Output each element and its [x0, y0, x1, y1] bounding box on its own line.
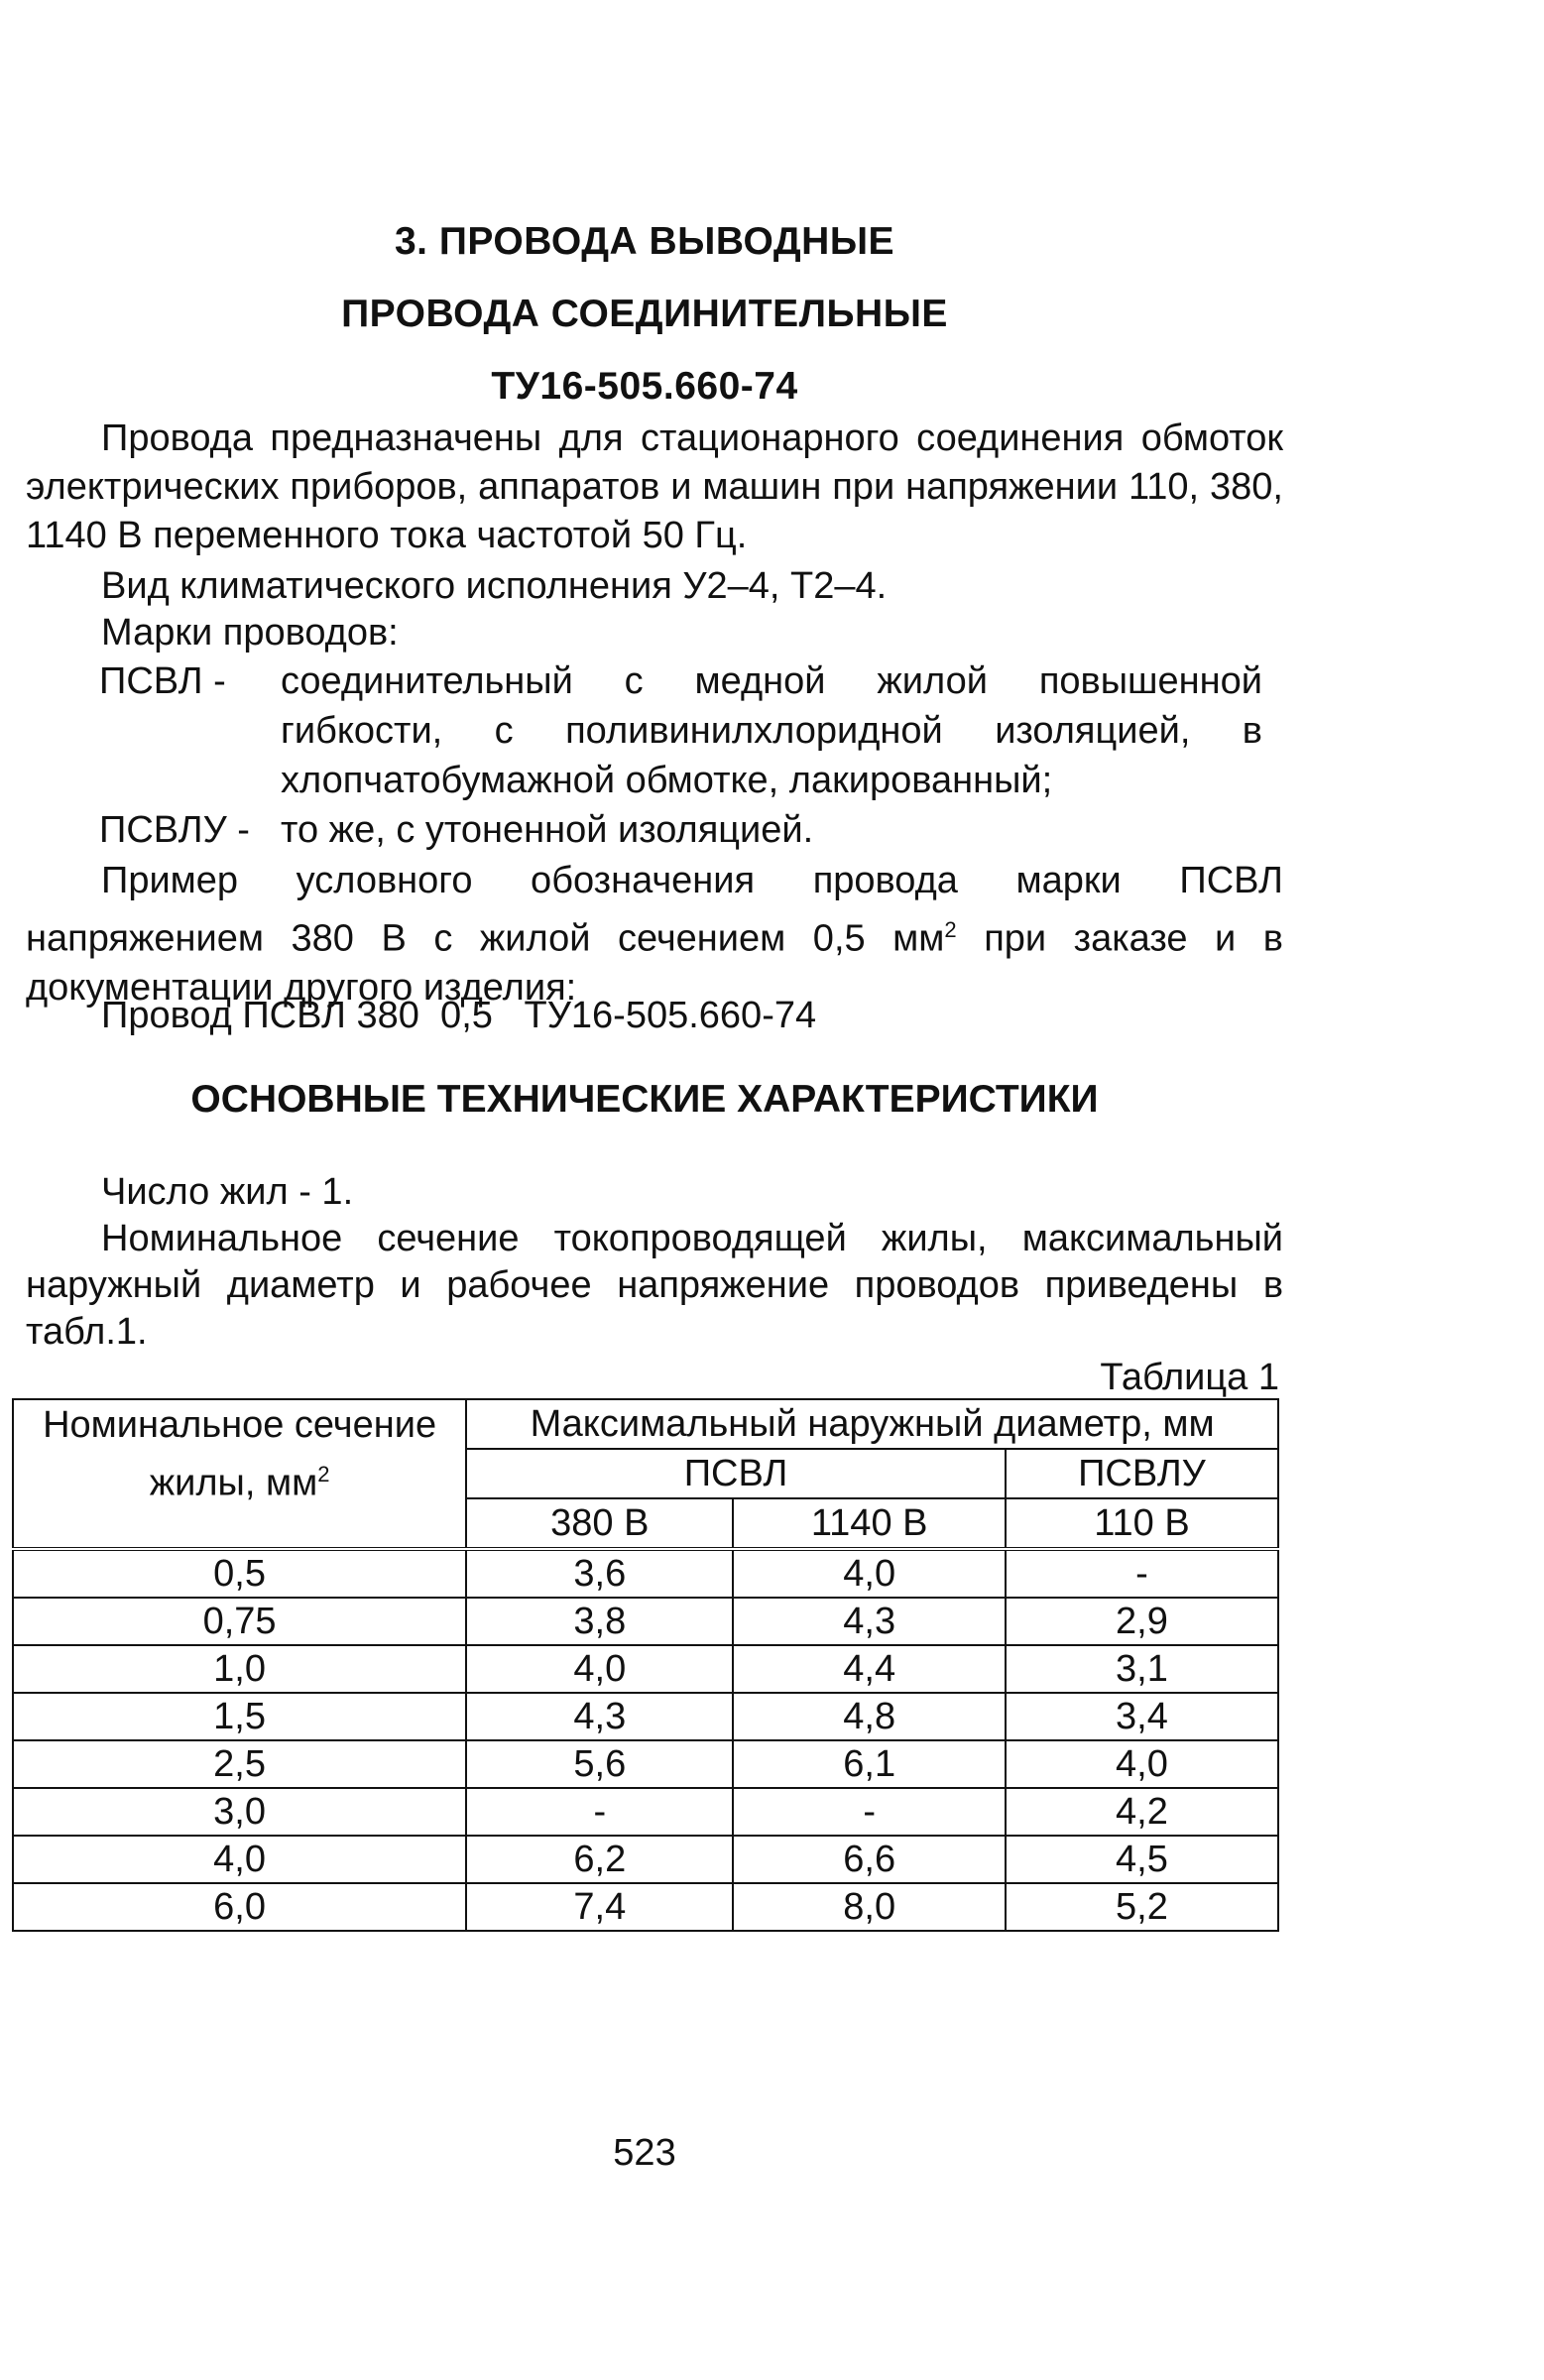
table-cell: 6,6: [733, 1836, 1005, 1883]
subheading: ПРОВОДА СОЕДИНИТЕЛЬНЫЕ: [341, 293, 948, 335]
nominal-paragraph: Номинальное сечение токопроводящей жилы, максимальный наружный диаметр и рабочее напряжение проводов приведены в табл.1.: [26, 1218, 1283, 1353]
page-number: 523: [613, 2132, 676, 2174]
specs-table: [12, 1398, 1279, 1932]
table-row: [13, 1883, 1278, 1931]
chapter-heading: 3. ПРОВОДА ВЫВОДНЫЕ: [394, 220, 895, 263]
cores-paragraph: Число жил - 1.: [101, 1171, 354, 1213]
table-cell: 7,4: [466, 1883, 733, 1931]
table-row: [13, 1788, 1278, 1836]
table-row: [13, 1598, 1278, 1645]
table-cell: 0,75: [13, 1598, 466, 1645]
table-cell: 4,5: [1006, 1836, 1278, 1883]
example-paragraph: [26, 857, 1283, 1012]
superscript: 2: [944, 917, 957, 942]
mark-name: ПСВЛ -: [99, 660, 226, 702]
intro-paragraph: Провода предназначены для стационарного соединения обмоток электрических приборов, аппаратов и машин при напряжении 110, 380, 1140 В переменного тока частотой 50 Гц.: [26, 417, 1283, 556]
table-cell: 4,2: [1006, 1788, 1278, 1836]
table-row: [13, 1740, 1278, 1788]
marks-title: Марки проводов:: [101, 612, 399, 654]
table-cell: 4,4: [733, 1645, 1005, 1693]
table-cell: 4,0: [13, 1836, 466, 1883]
section-title: ОСНОВНЫЕ ТЕХНИЧЕСКИЕ ХАРАКТЕРИСТИКИ: [190, 1078, 1099, 1121]
voltage-header: 110 В: [1006, 1498, 1278, 1549]
table-cell: 1,5: [13, 1693, 466, 1740]
table-cell: 3,6: [466, 1549, 733, 1598]
example-text-end: при заказе и в документации другого изделия:: [26, 917, 1283, 1009]
mark-description: то же, с утоненной изоляцией.: [281, 809, 814, 851]
table-cell: -: [1006, 1549, 1278, 1598]
subheader-psvl: ПСВЛ: [466, 1449, 1006, 1498]
superscript: 2: [317, 1462, 330, 1487]
standard-code: ТУ16-505.660-74: [491, 365, 798, 408]
table-cell: 4,8: [733, 1693, 1005, 1740]
climate-paragraph: Вид климатического исполнения У2–4, Т2–4.: [101, 565, 888, 607]
table-cell: 2,5: [13, 1740, 466, 1788]
table-cell: -: [733, 1788, 1005, 1836]
table-cell: 8,0: [733, 1883, 1005, 1931]
table-row: [13, 1693, 1278, 1740]
table-cell: -: [466, 1788, 733, 1836]
table-cell: 4,3: [466, 1693, 733, 1740]
table-cell: 3,1: [1006, 1645, 1278, 1693]
subheader-psvlu: ПСВЛУ: [1006, 1449, 1278, 1498]
table-cell: 3,4: [1006, 1693, 1278, 1740]
table-cell: 1,0: [13, 1645, 466, 1693]
table-cell: 4,0: [466, 1645, 733, 1693]
table-cell: 0,5: [13, 1549, 466, 1598]
table-cell: 4,0: [733, 1549, 1005, 1598]
table-cell: 6,1: [733, 1740, 1005, 1788]
table-cell: 6,0: [13, 1883, 466, 1931]
table-cell: 2,9: [1006, 1598, 1278, 1645]
voltage-header: 380 В: [466, 1498, 733, 1549]
table-cell: 3,8: [466, 1598, 733, 1645]
table-caption: Таблица 1: [1100, 1357, 1279, 1398]
example-designation: Провод ПСВЛ 380 0,5 ТУ16-505.660-74: [101, 995, 817, 1036]
table-row: [13, 1645, 1278, 1693]
table-row: [13, 1836, 1278, 1883]
table-cell: 6,2: [466, 1836, 733, 1883]
example-text: Пример условного обозначения провода марки ПСВЛ напряжением 380 В с жилой сечением 0,5 мм: [26, 860, 1283, 960]
table-row: [13, 1549, 1278, 1598]
voltage-header: 1140 В: [733, 1498, 1005, 1549]
table-cell: 4,0: [1006, 1740, 1278, 1788]
column-header-section: [13, 1399, 466, 1549]
table-cell: 3,0: [13, 1788, 466, 1836]
table-cell: 4,3: [733, 1598, 1005, 1645]
table-cell: 5,2: [1006, 1883, 1278, 1931]
mark-description: соединительный с медной жилой повышенной гибкости, с поливинилхлоридной изоляцией, в хлопчатобумажной обмотке, лакированный;: [281, 660, 1262, 801]
mark-name: ПСВЛУ -: [99, 809, 250, 851]
column-header-text: Номинальное сечение жилы, мм: [43, 1404, 437, 1504]
group-header-diameter: Максимальный наружный диаметр, мм: [466, 1399, 1278, 1449]
table-cell: 5,6: [466, 1740, 733, 1788]
